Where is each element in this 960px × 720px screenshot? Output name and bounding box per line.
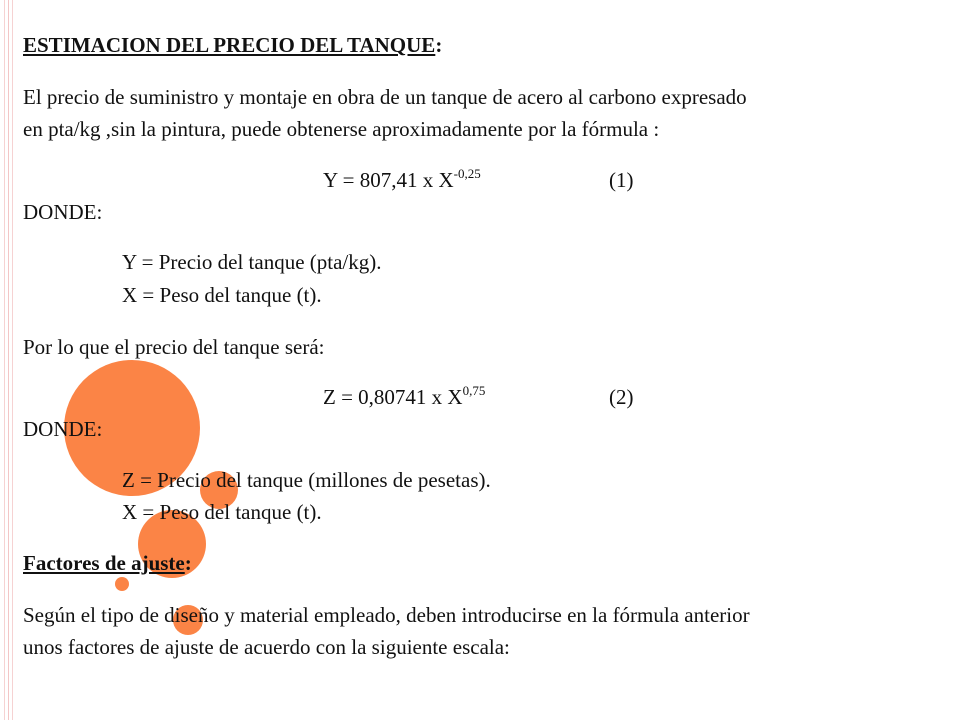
definition-x-2: X = Peso del tanque (t). <box>122 500 322 524</box>
factors-heading: Factores de ajuste: <box>23 551 192 575</box>
donde-label-2: DONDE: <box>23 417 103 441</box>
decor-rule-3 <box>12 0 13 720</box>
intro-line-2: en pta/kg ,sin la pintura, puede obtenerse aproximadamente por la fórmula : <box>23 117 660 141</box>
formula-2-number: (2) <box>609 385 634 409</box>
outro-line-2: unos factores de ajuste de acuerdo con la siguiente escala: <box>23 635 510 659</box>
formula-2: Z = 0,80741 x X$^{0,75}$ <box>323 383 486 409</box>
page-title: ESTIMACION DEL PRECIO DEL TANQUE: <box>23 33 443 57</box>
definition-y: Y = Precio del tanque (pta/kg). <box>122 250 382 274</box>
definition-x-1: X = Peso del tanque (t). <box>122 283 322 307</box>
outro-line-1: Según el tipo de diseño y material empleado, deben introducirse en la fórmula anterior <box>23 603 750 627</box>
donde-label-1: DONDE: <box>23 200 103 224</box>
formula-1-exponent: -0,25 <box>453 166 481 181</box>
decor-rule-1 <box>4 0 5 720</box>
decor-circle-dot <box>115 577 129 591</box>
formula-1-number: (1) <box>609 168 634 192</box>
formula-2-exponent: 0,75 <box>462 383 486 398</box>
definition-z: Z = Precio del tanque (millones de pesetas). <box>122 468 491 492</box>
intro-line-1: El precio de suministro y montaje en obra de un tanque de acero al carbono expresado <box>23 85 747 109</box>
mid-text: Por lo que el precio del tanque será: <box>23 335 325 359</box>
formula-1: Y = 807,41 x $X^{-0,25}$ <box>323 166 481 192</box>
decor-rule-2 <box>8 0 9 720</box>
title-text: ESTIMACION DEL PRECIO DEL TANQUE <box>23 33 436 57</box>
